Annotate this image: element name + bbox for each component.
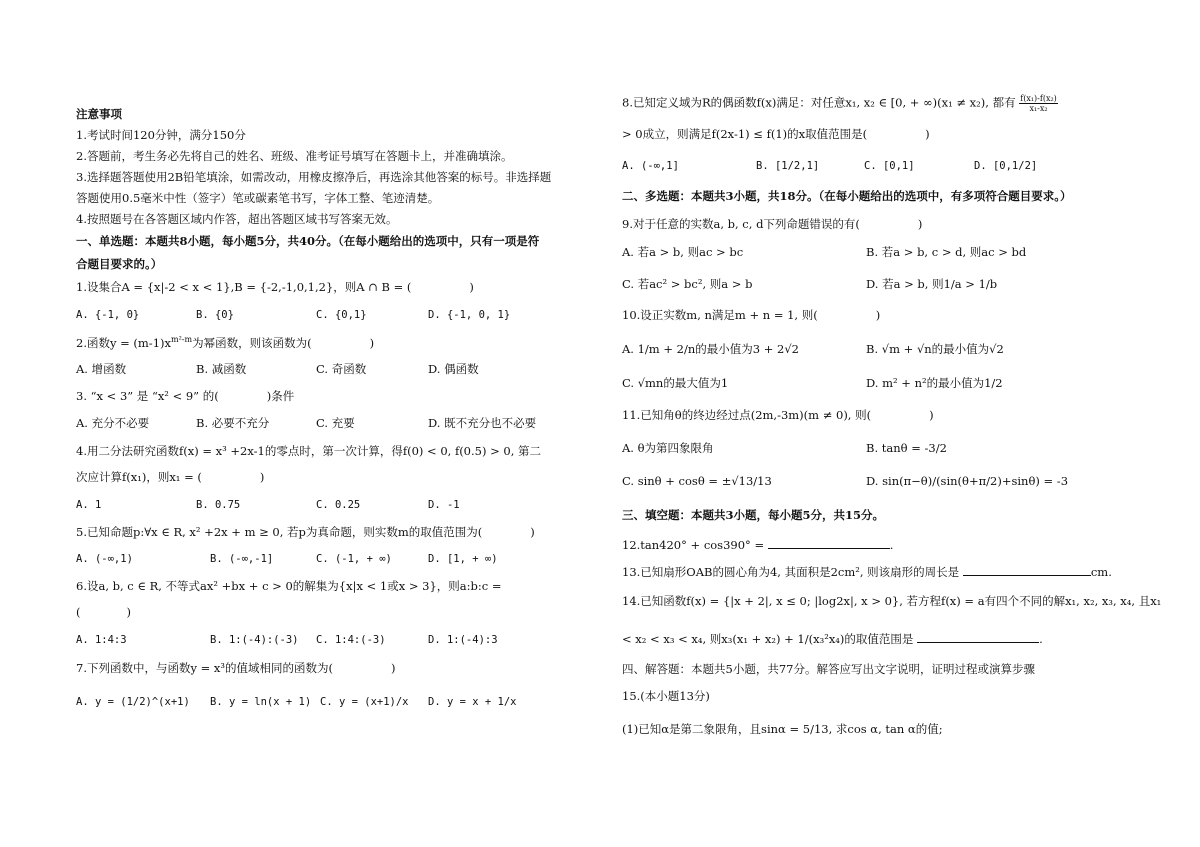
option-a[interactable]: A. 1: [76, 499, 102, 511]
question-stem: 9.对于任意的实数a, b, c, d下列命题错误的有( ): [622, 217, 923, 231]
question-stem: 12.tan420° + cos390° = .: [622, 538, 894, 552]
question-stem: 10.设正实数m, n满足m + n = 1, 则( ): [622, 308, 881, 322]
notice-item: 2.答题前，考生务必先将自己的姓名、班级、准考证号填写在答题卡上，并准确填涂。: [76, 149, 513, 163]
option-b[interactable]: B. {0}: [196, 309, 234, 321]
option-d[interactable]: D. y = x + 1/x: [428, 696, 517, 708]
notice-title: 注意事项: [76, 107, 122, 121]
notice-item: 答题使用0.5毫米中性（签字）笔或碳素笔书写，字体工整、笔迹清楚。: [76, 191, 440, 205]
question-stem: < x₂ < x₃ < x₄, 则x₃(x₁ + x₂) + 1/(x₃²x₄)的取值范围是 .: [622, 632, 1043, 646]
question-stem: 2.函数$y = (m-1)x^{m^2-m}$为幂函数，则该函数为( ): [76, 335, 375, 350]
option-a[interactable]: A. 1/m + 2/n的最小值为3 + 2√2: [622, 342, 799, 356]
option-b[interactable]: B. √m + √n的最小值为√2: [866, 342, 1004, 356]
option-d[interactable]: D. m² + n²的最小值为1/2: [866, 376, 1003, 390]
option-c[interactable]: C. sinθ + cosθ = ±√13/13: [622, 474, 772, 488]
question-stem: 次应计算f(x₁)，则x₁ = ( ): [76, 470, 265, 484]
option-b[interactable]: B. 1:(-4):(-3): [210, 634, 299, 646]
option-a[interactable]: A. 若a > b, 则ac > bc: [622, 245, 744, 259]
option-c[interactable]: C. 奇函数: [316, 362, 367, 376]
answer-blank[interactable]: [768, 536, 890, 549]
option-a[interactable]: A. 1:4:3: [76, 634, 127, 646]
question-stem: 4.用二分法研究函数f(x) = x³ +2x-1的零点时，第一次计算，得f(0) < 0, f(0.5) > 0, 第二: [76, 444, 542, 458]
option-d[interactable]: D. 既不充分也不必要: [428, 416, 537, 430]
option-b[interactable]: B. tanθ = -3/2: [866, 441, 947, 455]
option-c[interactable]: C. [0,1]: [864, 160, 915, 172]
option-a[interactable]: A. 增函数: [76, 362, 127, 376]
section-heading: 一、单选题：本题共8小题，每小题5分，共40分。（在每小题给出的选项中，只有一项是符: [76, 234, 540, 248]
section-heading: 三、填空题：本题共3小题，每小题5分，共15分。: [622, 508, 885, 522]
option-b[interactable]: B. 减函数: [196, 362, 247, 376]
option-c[interactable]: C. 充要: [316, 416, 355, 430]
option-b[interactable]: B. 必要不充分: [196, 416, 270, 430]
option-b[interactable]: B. 0.75: [196, 499, 241, 511]
question-stem: 6.设a, b, c ∈ R, 不等式ax² +bx + c > 0的解集为{x|x < 1或x > 3}，则a:b:c =: [76, 579, 502, 593]
option-b[interactable]: B. (-∞,-1]: [210, 553, 274, 565]
question-stem: 5.已知命题p:∀x ∈ R, x² +2x + m ≥ 0, 若p为真命题，则实数m的取值范围为( ): [76, 525, 535, 539]
option-c[interactable]: C. 1:4:(-3): [316, 634, 386, 646]
answer-blank[interactable]: [963, 563, 1091, 576]
option-b[interactable]: B. y = ln(x + 1): [210, 696, 312, 708]
section-heading: 四、解答题：本题共5小题，共77分。解答应写出文字说明，证明过程或演算步骤: [622, 662, 1035, 676]
option-d[interactable]: D. {-1, 0, 1}: [428, 309, 511, 321]
option-c[interactable]: C. √mn的最大值为1: [622, 376, 729, 390]
notice-item: 1.考试时间120分钟，满分150分: [76, 128, 246, 142]
question-stem: 14.已知函数f(x) = {|x + 2|, x ≤ 0; |log2x|, x > 0}, 若方程f(x) = a有四个不同的解x₁, x₂, x₃, x₄, 且x₁: [622, 594, 1162, 608]
question-stem: 7.下列函数中，与函数y = x³的值域相同的函数为( ): [76, 661, 396, 675]
option-c[interactable]: C. y = (x+1)/x: [320, 696, 409, 708]
question-stem: 3. “x < 3” 是 “x² < 9” 的( )条件: [76, 389, 295, 403]
option-d[interactable]: D. 1:(-4):3: [428, 634, 498, 646]
option-d[interactable]: D. -1: [428, 499, 460, 511]
question-stem: > 0成立，则满足f(2x-1) ≤ f(1)的x取值范围是( ): [622, 127, 930, 141]
notice-item: 4.按照题号在各答题区域内作答，超出答题区域书写答案无效。: [76, 212, 398, 226]
option-b[interactable]: B. 若a > b, c > d, 则ac > bd: [866, 245, 1027, 259]
question-title: 15.(本小题13分): [622, 689, 710, 703]
option-a[interactable]: A. 充分不必要: [76, 416, 150, 430]
option-b[interactable]: B. [1/2,1]: [756, 160, 820, 172]
question-stem: ( ): [76, 605, 131, 619]
option-c[interactable]: C. 0.25: [316, 499, 361, 511]
option-c[interactable]: C. 若ac² > bc², 则a > b: [622, 277, 753, 291]
option-a[interactable]: A. (-∞,1]: [622, 160, 679, 172]
option-c[interactable]: C. (-1, + ∞): [316, 553, 392, 565]
option-d[interactable]: D. [0,1/2]: [974, 160, 1038, 172]
option-a[interactable]: A. (-∞,1): [76, 553, 133, 565]
option-d[interactable]: D. [1, + ∞): [428, 553, 498, 565]
option-a[interactable]: A. θ为第四象限角: [622, 441, 714, 455]
notice-item: 3.选择题答题使用2B铅笔填涂，如需改动，用橡皮擦净后，再选涂其他答案的标号。非选择题: [76, 170, 552, 184]
option-d[interactable]: D. 偶函数: [428, 362, 479, 376]
option-c[interactable]: C. {0,1}: [316, 309, 367, 321]
fraction: $\frac{\text{f(x₁)-f(x₂)}}{\text{x₁-x₂}}$: [1020, 94, 1057, 113]
question-stem: 13.已知扇形OAB的圆心角为4, 其面积是2cm², 则该扇形的周长是 cm.: [622, 565, 1112, 579]
option-a[interactable]: A. {-1, 0}: [76, 309, 140, 321]
option-d[interactable]: D. sin(π−θ)/(sin(θ+π/2)+sinθ) = -3: [866, 474, 1069, 488]
option-d[interactable]: D. 若a > b, 则1/a > 1/b: [866, 277, 998, 291]
answer-blank[interactable]: [917, 630, 1039, 643]
question-stem: 11.已知角θ的终边经过点(2m,-3m)(m ≠ 0), 则( ): [622, 408, 934, 422]
question-stem: 8.已知定义域为R的偶函数f(x)满足：对任意x₁, x₂ ∈ [0, + ∞)(x₁ ≠ x₂), 都有 $\frac{\text{f(x₁)-f(x₂)}}{\text{x₁-x₂}}$: [622, 94, 1057, 113]
section-heading: 二、多选题：本题共3小题，共18分。（在每小题给出的选项中，有多项符合题目要求。）: [622, 189, 1072, 203]
section-heading: 合题目要求的。）: [76, 257, 163, 271]
question-stem: (1)已知α是第二象限角，且sinα = 5/13, 求cos α, tan α的值;: [622, 722, 943, 736]
option-a[interactable]: A. y = (1/2)^(x+1): [76, 696, 190, 708]
question-stem: 1.设集合A = {x|-2 < x < 1},B = {-2,-1,0,1,2}，则A ∩ B = ( ): [76, 280, 474, 294]
